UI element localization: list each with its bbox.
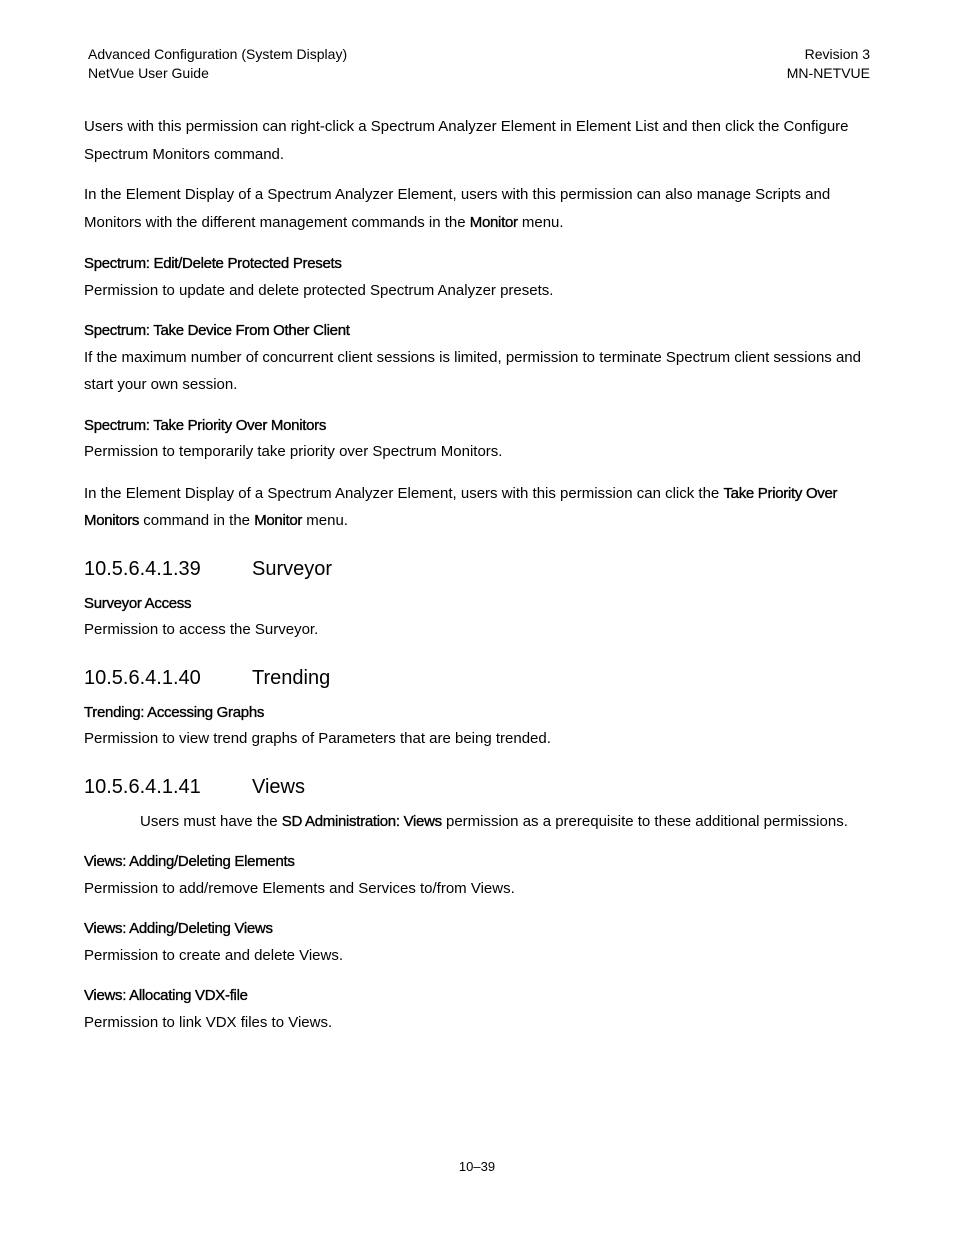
- permission-title-views-elements: Views: Adding/Deleting Elements: [84, 853, 295, 870]
- page-content: [84, 113, 868, 1049]
- take-priority-command-term: Take Priority Over Monitors: [84, 484, 838, 529]
- section-heading-surveyor: [84, 556, 868, 582]
- header-document-number: MN-NETVUE: [786, 65, 870, 81]
- take-priority-text-mid: command in the: [139, 512, 255, 529]
- intro-paragraph-2-end: menu.: [517, 213, 564, 231]
- permission-title-views-views: Views: Adding/Deleting Views: [84, 920, 273, 937]
- section-heading-trending: [84, 665, 868, 691]
- header-right: [787, 45, 870, 83]
- views-prerequisite-note: [140, 808, 868, 836]
- intro-paragraph-1: Users with this permission can right-click a Spectrum Analyzer Element in Element List and then click the Configure Spectrum Monitors command.: [84, 118, 849, 163]
- permission-title-trending-graphs: Trending: Accessing Graphs: [84, 703, 265, 721]
- take-priority-text-end: menu.: [302, 512, 348, 529]
- permission-desc-views-elements: Permission to add/remove Elements and Services to/from Views.: [84, 879, 515, 897]
- section-title-views: Views: [252, 775, 305, 798]
- sd-administration-views-term: SD Administration: Views: [281, 812, 442, 830]
- header-revision: Revision 3: [804, 46, 870, 62]
- page-number: 10–39: [458, 1159, 496, 1174]
- permission-title-take-priority: Spectrum: Take Priority Over Monitors: [84, 416, 327, 434]
- intro-paragraph-2: [84, 181, 868, 236]
- header-left: [88, 45, 347, 83]
- permission-desc-views-vdx: Permission to link VDX files to Views.: [84, 1013, 333, 1031]
- take-priority-text: In the Element Display of a Spectrum Analyzer Element, users with this permission can click the: [84, 484, 724, 502]
- header-chapter-title: Advanced Configuration (System Display): [88, 46, 348, 62]
- section-number-trending: 10.5.6.4.1.40: [84, 666, 201, 689]
- section-title-trending: Trending: [252, 666, 331, 689]
- take-priority-paragraph: [84, 480, 868, 535]
- permission-desc-take-priority: Permission to temporarily take priority over Spectrum Monitors.: [84, 443, 503, 460]
- intro-paragraph-2-text: In the Element Display of a Spectrum Analyzer Element, users with this permission can also manage Scripts and Monitors with the different management commands in the: [84, 186, 831, 231]
- permission-desc-views-views: Permission to create and delete Views.: [84, 946, 344, 964]
- permission-desc-edit-presets: Permission to update and delete protected Spectrum Analyzer presets.: [84, 281, 554, 299]
- permission-desc-take-device: If the maximum number of concurrent client sessions is limited, permission to terminate Spectrum client sessions and start your own session.: [84, 348, 861, 393]
- permission-title-edit-presets: Spectrum: Edit/Delete Protected Presets: [84, 255, 342, 272]
- permission-title-views-vdx: Views: Allocating VDX-file: [84, 987, 248, 1004]
- permission-title-take-device: Spectrum: Take Device From Other Client: [84, 322, 350, 339]
- permission-title-surveyor-access: Surveyor Access: [84, 594, 192, 612]
- header-document-title: NetVue User Guide: [88, 65, 209, 81]
- monitor-menu-term: Monitor: [469, 213, 518, 231]
- section-number-surveyor: 10.5.6.4.1.39: [84, 557, 201, 580]
- section-title-surveyor: Surveyor: [252, 557, 333, 580]
- permission-desc-trending-graphs: Permission to view trend graphs of Parameters that are being trended.: [84, 730, 551, 747]
- views-note-text: Users must have the: [140, 812, 282, 830]
- permission-desc-surveyor-access: Permission to access the Surveyor.: [84, 621, 319, 638]
- monitor-menu-term-2: Monitor: [254, 512, 303, 529]
- section-heading-views: [84, 774, 868, 800]
- views-note-text-end: permission as a prerequisite to these additional permissions.: [441, 812, 848, 830]
- section-number-views: 10.5.6.4.1.41: [84, 775, 201, 798]
